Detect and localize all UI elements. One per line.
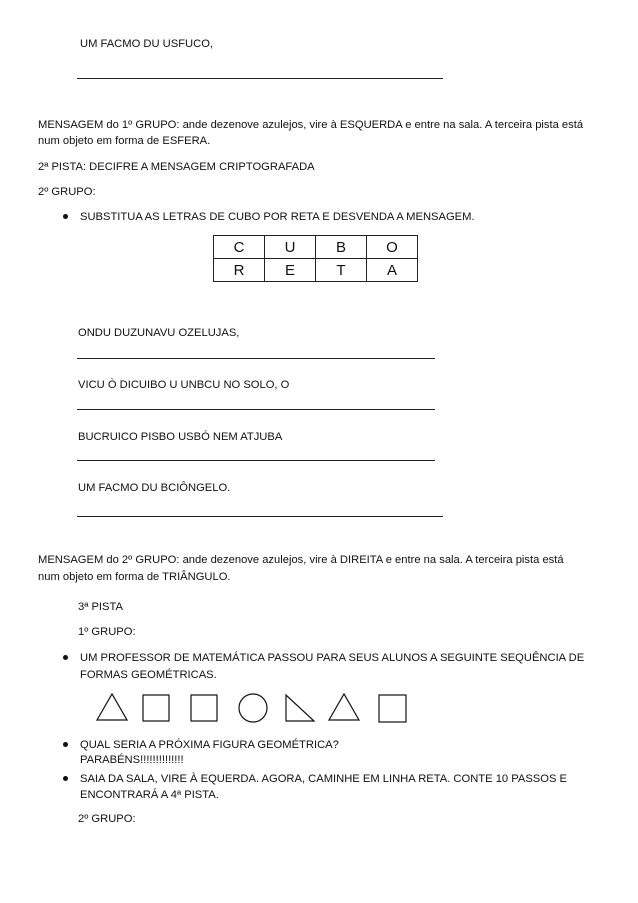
bullet-icon: [63, 214, 68, 219]
answer-line: [77, 460, 435, 461]
cipher-table: [213, 235, 418, 282]
cipher-cell: T: [316, 259, 367, 282]
question-text: QUAL SERIA A PRÓXIMA FIGURA GEOMÉTRICA?: [80, 739, 339, 751]
message-group-2-line-2: num objeto em forma de TRIÂNGULO.: [38, 571, 231, 583]
clue-3-heading: 3ª PISTA: [78, 601, 123, 613]
cipher-cell: E: [265, 259, 316, 282]
cipher-cell: U: [265, 236, 316, 259]
answer-line: [77, 358, 435, 359]
exit-instruction-1: SAIA DA SALA, VIRE À EQUERDA. AGORA, CAMINHE EM LINHA RETA. CONTE 10 PASSOS E: [80, 773, 567, 785]
group-1-heading: 1º GRUPO:: [78, 626, 136, 638]
top-cipher-text: UM FACMO DU USFUCO,: [80, 38, 214, 50]
cipher-row-cubo: [214, 236, 418, 259]
sequence-text-2: FORMAS GEOMÉTRICAS.: [80, 669, 217, 681]
cipher-row-reta: [214, 259, 418, 282]
triangle-icon: [97, 694, 127, 720]
answer-line: [77, 409, 435, 410]
sequence-text-1: UM PROFESSOR DE MATEMÁTICA PASSOU PARA SEUS ALUNOS A SEGUINTE SEQUÊNCIA DE: [80, 652, 585, 664]
group-2-heading-end: 2º GRUPO:: [78, 813, 136, 825]
square-icon: [191, 695, 217, 721]
message-group-2-line-1: MENSAGEM do 2º GRUPO: ande dezenove azulejos, vire à DIREITA e entre na sala. A terceira pista está: [38, 554, 564, 566]
cipher-cell: C: [214, 236, 265, 259]
cipher-line-4: UM FACMO DU BCIÔNGELO.: [78, 482, 231, 494]
circle-icon: [239, 694, 267, 722]
cipher-cell: O: [367, 236, 418, 259]
shape-sequence: [94, 690, 414, 726]
triangle-icon: [329, 694, 359, 720]
cipher-line-3: BUCRUICO PISBO USBÓ NEM ATJUBA: [78, 431, 283, 443]
right-triangle-icon: [286, 695, 314, 721]
square-icon: [379, 695, 406, 722]
cipher-cell: B: [316, 236, 367, 259]
clue-2-heading: 2ª PISTA: DECIFRE A MENSAGEM CRIPTOGRAFADA: [38, 161, 315, 173]
bullet-icon: [63, 655, 68, 660]
group-2-heading: 2º GRUPO:: [38, 186, 96, 198]
congrats-text: PARABÉNS!!!!!!!!!!!!!!: [80, 754, 184, 766]
cipher-line-2: VICU Ò DICUIBO U UNBCU NO SOLO, O: [78, 379, 290, 391]
square-icon: [143, 695, 169, 721]
answer-line: [77, 516, 443, 517]
bullet-icon: [63, 742, 68, 747]
bullet-icon: [63, 776, 68, 781]
exit-instruction-2: ENCONTRARÁ A 4ª PISTA.: [80, 789, 219, 801]
message-group-1-line-1: MENSAGEM do 1º GRUPO: ande dezenove azulejos, vire à ESQUERDA e entre na sala. A terceira pista está: [38, 119, 584, 131]
cipher-cell: A: [367, 259, 418, 282]
cipher-line-1: ONDU DUZUNAVU OZELUJAS,: [78, 327, 240, 339]
message-group-1-line-2: num objeto em forma de ESFERA.: [38, 135, 211, 147]
instruction-text: SUBSTITUA AS LETRAS DE CUBO POR RETA E DESVENDA A MENSAGEM.: [80, 211, 475, 223]
answer-line: [77, 78, 443, 79]
cipher-cell: R: [214, 259, 265, 282]
